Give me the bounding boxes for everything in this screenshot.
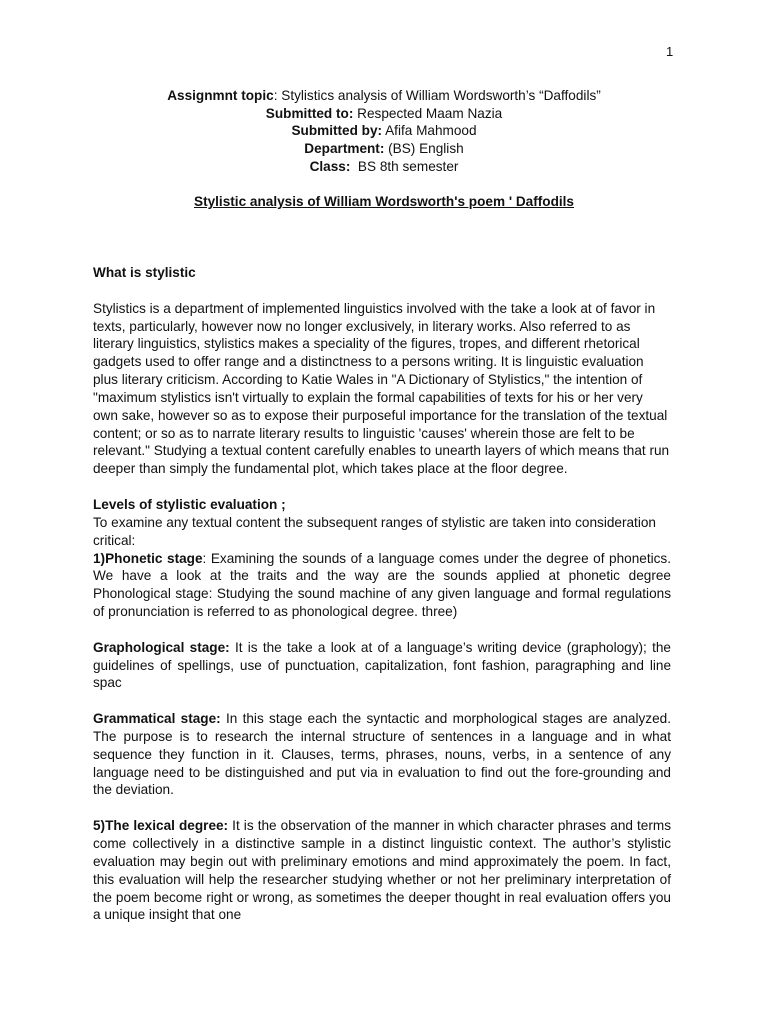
grammatical-stage-label: Grammatical stage: bbox=[93, 711, 221, 727]
assignment-topic-line bbox=[0, 87, 768, 105]
assignment-header bbox=[0, 87, 768, 176]
graphological-stage-paragraph bbox=[93, 639, 671, 693]
levels-intro-paragraph: To examine any textual content the subsequent ranges of stylistic are taken into consideration critical: bbox=[93, 514, 656, 548]
department-line bbox=[0, 140, 768, 158]
submitted-to-value: Respected Maam Nazia bbox=[353, 105, 503, 121]
what-is-stylistic-paragraph: Stylistics is a department of implemented linguistics involved with the take a look at of favor in texts, particularly, however now no longer exclusively, in literary works. Also referred to as literary linguistics, stylistics makes a speciality of the figures, tropes, and different rhetorical gadgets used to offer range and a distinctness to a persons writing. It is linguistic evaluation plus literary criticism. According to Katie Wales in "A Dictionary of Stylistics," the intention of "maximum stylistics isn't virtually to explain the formal capabilities of texts for his or her very own sake, however so as to expose their purposeful importance for the translation of the textual content; or so as to narrate literary results to linguistic 'causes' wherein those are felt to be relevant." Studying a textual content carefully enables to unearth layers of which means that run deeper than simply the fundamental plot, which takes place at the floor degree. bbox=[93, 300, 670, 477]
spacer bbox=[93, 621, 671, 639]
submitted-to-line bbox=[0, 105, 768, 123]
document-title: Stylistic analysis of William Wordsworth's poem ' Daffodils bbox=[194, 194, 574, 209]
spacer bbox=[93, 692, 671, 710]
page-number: 1 bbox=[666, 44, 674, 59]
phonetic-stage-text: : Examining the sounds of a language comes under the degree of phonetics. We have a look at the traits and the way are the sounds applied at phonetic degree Phonological stage: Studying the sound machine of any given language and formal regulations of pronunciation is referred to as phonological degree. three) bbox=[93, 550, 671, 620]
class-label: Class: bbox=[309, 158, 351, 174]
lexical-stage-label: 5)The lexical degree: bbox=[93, 818, 229, 834]
submitted-by-value: Afifa Mahmood bbox=[382, 123, 477, 139]
class-value: BS 8th semester bbox=[350, 158, 459, 174]
spacer bbox=[93, 282, 671, 300]
what-is-stylistic-heading: What is stylistic bbox=[93, 265, 196, 280]
department-value: (BS) English bbox=[384, 141, 464, 157]
document-body bbox=[93, 264, 671, 924]
lexical-stage-paragraph bbox=[93, 817, 671, 924]
submitted-by-line bbox=[0, 122, 768, 140]
grammatical-stage-text: In this stage each the syntactic and morphological stages are analyzed. The purpose is to research the internal structure of sentences in a language and in what sequence they function in it. Clauses, terms, phrases, nouns, verbs, in a sentence of any language need to be distinguished and put via in evaluation to find out the fore-grounding and the deviation. bbox=[93, 711, 671, 798]
lexical-stage-text: It is the observation of the manner in which character phrases and terms come collectively in a distinctive sample in a distinct linguistic context. The author’s stylistic evaluation may begin out with preliminary emotions and mind approximately the poem. In fact, this evaluation will help the researcher studying whether or not her preliminary interpretation of the poem become right or wrong, as sometimes the deeper thought in real evaluation offers you a unique insight that one bbox=[93, 818, 672, 923]
assignment-topic-value: : Stylistics analysis of William Wordsworth’s “Daffodils” bbox=[273, 88, 601, 103]
phonetic-stage-label: 1)Phonetic stage bbox=[93, 550, 203, 566]
phonetic-stage-paragraph bbox=[93, 550, 671, 621]
spacer bbox=[93, 478, 671, 496]
spacer bbox=[93, 799, 671, 817]
graphological-stage-text: It is the take a look at of a language’s writing device (graphology); the guidelines of spellings, use of punctuation, capitalization, font fashion, paragraphing and line spac bbox=[93, 639, 671, 691]
department-label: Department: bbox=[304, 141, 385, 157]
submitted-by-label: Submitted by: bbox=[291, 123, 383, 139]
graphological-stage-label: Graphological stage: bbox=[93, 639, 230, 655]
submitted-to-label: Submitted to: bbox=[265, 105, 354, 121]
class-line bbox=[0, 158, 768, 176]
grammatical-stage-paragraph bbox=[93, 710, 671, 799]
levels-heading: Levels of stylistic evaluation ; bbox=[93, 496, 286, 512]
assignment-topic-label: Assignmnt topic bbox=[167, 88, 274, 103]
